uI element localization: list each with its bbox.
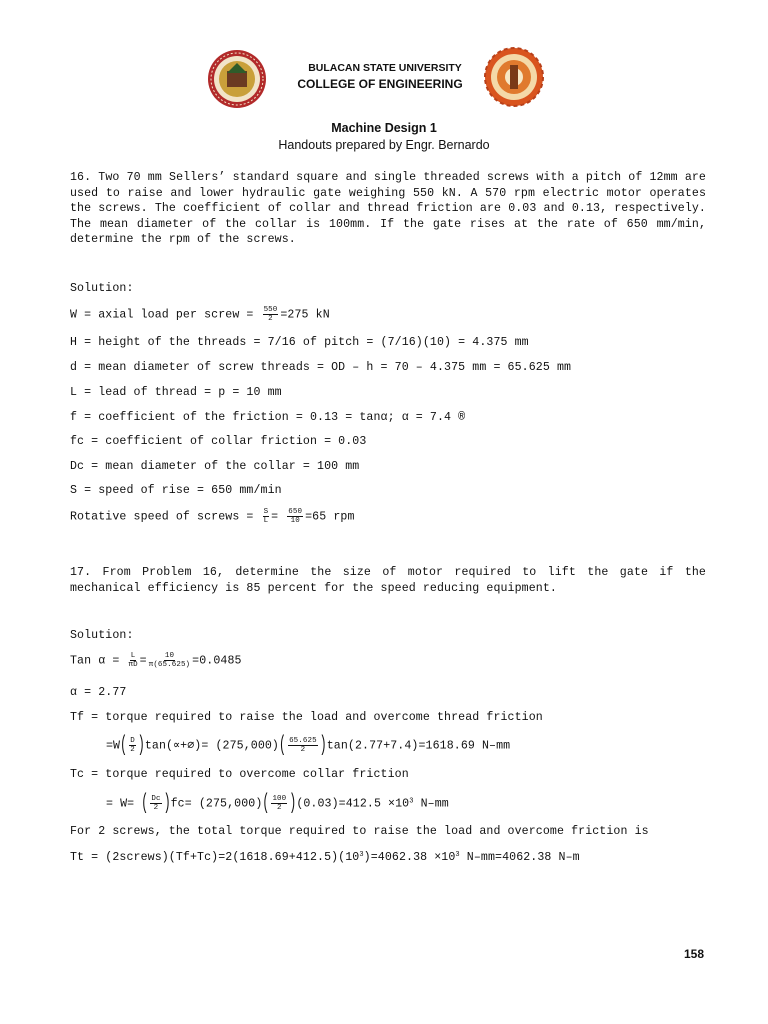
speed-of-rise-line: S = speed of rise = 650 mm/min	[70, 484, 282, 497]
alpha-line: α = 2.77	[70, 686, 127, 699]
collar-friction-line: fc = coefficient of collar friction = 0.03	[70, 435, 367, 448]
two-screws-line: For 2 screws, the total torque required to raise the load and overcome friction is	[70, 825, 649, 838]
total-torque-line: $Tt = (2screws)(Tf+Tc)=2(1618.69+412.5)(10^3)=4062.38 \times 10^3$ N–mm=4062.38 N–m	[70, 851, 580, 864]
axial-load-line: W = axial load per screw = $\frac{550}{2}$ =275 kN	[70, 306, 330, 323]
problem-17-statement: 17. From Problem 16, determine the size of motor required to lift the gate if the mechanical efficiency is 85 percent for the speed reducing equipment.	[70, 566, 706, 595]
solution-label-16: Solution:	[70, 282, 134, 295]
lead-line: L = lead of thread = p = 10 mm	[70, 386, 282, 399]
coe-gear-seal-logo	[484, 47, 544, 107]
handout-subtitle: Handouts prepared by Engr. Bernardo	[278, 138, 490, 152]
friction-coefficient-line: f = coefficient of the friction = 0.13 = tanα; α = 7.4 ®	[70, 411, 466, 424]
page-number: 158	[683, 947, 704, 961]
collar-diameter-line: Dc = mean diameter of the collar = 100 mm	[70, 460, 360, 473]
course-title: Machine Design 1	[331, 121, 437, 135]
rotative-speed-line: Rotative speed of screws = $\frac{S}{L}$ = $\frac{650}{10}$ =65 rpm	[70, 508, 355, 525]
problem-16-statement: 16. Two 70 mm Sellers’ standard square and single threaded screws with a pitch of 12mm are used to raise and lower hydraulic gate weighing 550 kN. A 570 rpm electric motor operates the screws. The coefficient of collar and thread friction are 0.03 and 0.13, respectively. The mean diameter of the collar is 100mm. If the gate rises at the rate of 650 mm/min, determine the rpm of the screws.	[70, 171, 706, 246]
mean-diameter-line: d = mean diameter of screw threads = OD – h = 70 – 4.375 mm = 65.625 mm	[70, 361, 572, 374]
university-name: BULACAN STATE UNIVERSITY	[308, 62, 462, 74]
solution-label-17: Solution:	[70, 629, 134, 642]
college-name: COLLEGE OF ENGINEERING	[297, 77, 463, 91]
thread-height-line: H = height of the threads = 7/16 of pitch = (7/16)(10) = 4.375 mm	[70, 336, 529, 349]
tf-definition-line: Tf = torque required to raise the load and overcome thread friction	[70, 711, 543, 724]
bulsu-seal-logo	[207, 49, 267, 109]
tc-equation-line: = W= ( $\frac{Dc}{2}$ )fc= (275,000)( $\frac{100}{2}$ )$(0.03)=412.5 \times 10^3$ N–mm	[106, 791, 449, 816]
tc-definition-line: Tc = torque required to overcome collar friction	[70, 768, 409, 781]
tan-alpha-line: Tan α = $\frac{L}{\pi D}$ = $\frac{10}{\pi(65.625)}$ =0.0485	[70, 652, 242, 669]
tf-equation-line: =W( $\frac{D}{2}$ )tan(∝+∅)= (275,000)( $\frac{65.625}{2}$ )tan(2.77+7.4)=1618.69 N–mm	[106, 733, 511, 758]
